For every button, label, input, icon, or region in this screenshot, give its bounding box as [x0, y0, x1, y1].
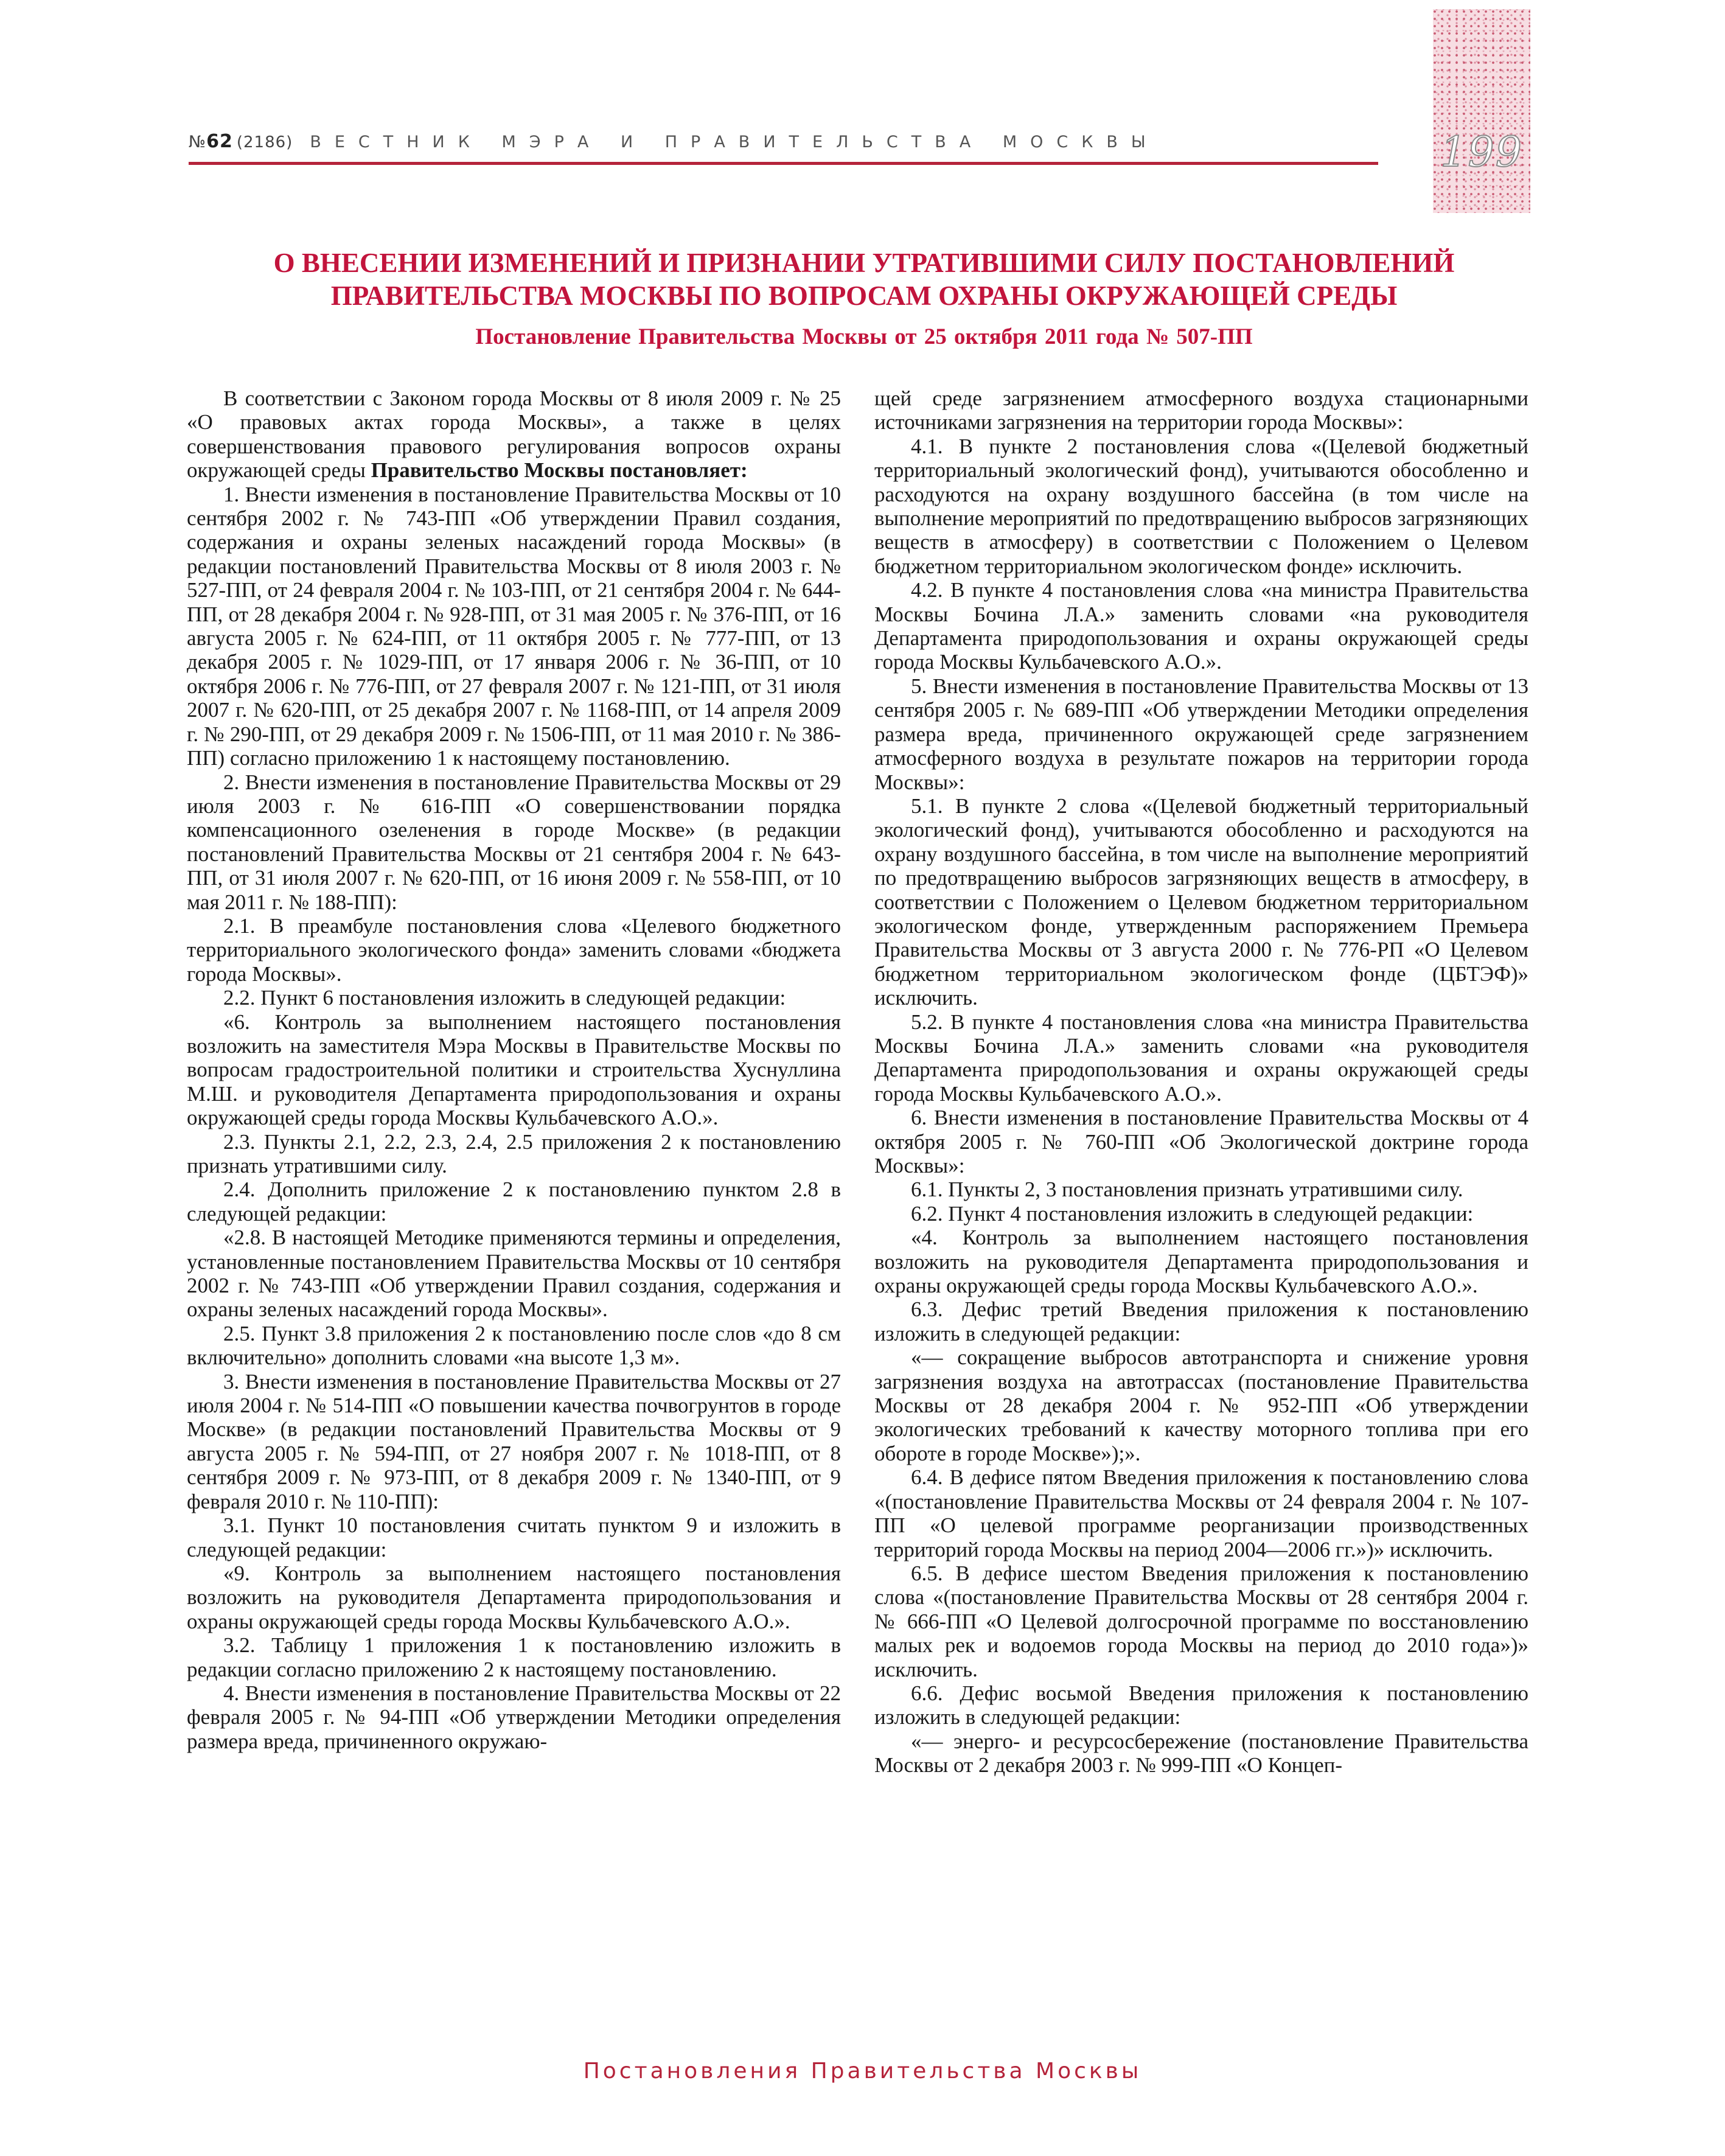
paragraph: 2. Внести изменения в постановление Правительства Москвы от 29 июля 2003 г. № 616-ПП «О совершенствовании порядка компенсационного озеленения в городе Москве» (в редакции постановлений Правительства Москвы от 21 сентября 2004 г. № 643-ПП, от 31 июля 2007 г. № 620-ПП, от 16 июня 2009 г. № 558-ПП, от 10 мая 2011 г. № 188-ПП): [187, 770, 841, 914]
intro-bold: Правительство Москвы постановляет: [371, 458, 748, 483]
paragraph: 3. Внести изменения в постановление Правительства Москвы от 27 июля 2004 г. № 514-ПП «О повышении качества почвогрунтов в городе Москве» (в редакции постановлений Правительства Москвы от 9 августа 2005 г. № 594-ПП, от 27 ноября 2007 г. № 1018-ПП, от 8 сентября 2009 г. № 973-ПП, от 8 декабря 2009 г. № 1340-ПП, от 9 февраля 2010 г. № 110-ПП): [187, 1369, 841, 1513]
page-number-badge [1433, 9, 1530, 213]
running-footer: Постановления Правительства Москвы [583, 2059, 1142, 2084]
running-header [189, 131, 1159, 152]
paragraph: 6.4. В дефисе пятом Введения приложения к постановлению слова «(постановление Правительства Москвы от 24 февраля 2004 г. № 107-ПП «О целевой программе реорганизации производственных территорий города Москвы на период 2004—2006 гг.»)» исключить. [874, 1465, 1528, 1561]
paragraph-intro [187, 386, 841, 483]
paragraph-quote: «— сокращение выбросов автотранспорта и снижение уровня загрязнения воздуха на автотрассах (постановление Правительства Москвы от 28 декабря 2004 г. № 952-ПП «Об утверждении экологических требований к качеству моторного топлива при его обороте в городе Москве»);». [874, 1345, 1528, 1465]
right-column [874, 386, 1528, 1777]
page-number: 199 [1440, 128, 1523, 176]
document-title: О ВНЕСЕНИИ ИЗМЕНЕНИЙ И ПРИЗНАНИИ УТРАТИВШИМИ СИЛУ ПОСТАНОВЛЕНИЙ ПРАВИТЕЛЬСТВА МОСКВЫ ПО ВОПРОСАМ ОХРАНЫ ОКРУЖАЮЩЕЙ СРЕДЫ [273, 248, 1455, 311]
paragraph-quote: «6. Контроль за выполнением настоящего постановления возложить на заместителя Мэра Москвы в Правительстве Москвы по вопросам градостроительной политики и строительства Хуснуллина М.Ш. и руководителя Департамента природопользования и охраны окружающей среды города Москвы Кульбачевского А.О.». [187, 1010, 841, 1130]
paragraph: 3.2. Таблицу 1 приложения 1 к постановлению изложить в редакции согласно приложению 2 к настоящему постановлению. [187, 1633, 841, 1681]
issue-label: № [189, 133, 207, 152]
paragraph: 6.3. Дефис третий Введения приложения к постановлению изложить в следующей редакции: [874, 1297, 1528, 1345]
paragraph: 1. Внести изменения в постановление Правительства Москвы от 10 сентября 2002 г. № 743-ПП «Об утверждении Правил создания, содержания и охраны зеленых насаждений города Москвы» (в редакции постановлений Правительства Москвы от 8 июля 2003 г. № 527-ПП, от 24 февраля 2004 г. № 103-ПП, от 21 сентября 2004 г. № 644-ПП, от 28 декабря 2004 г. № 928-ПП, от 31 мая 2005 г. № 376-ПП, от 16 августа 2005 г. № 624-ПП, от 11 октября 2005 г. № 777-ПП, от 13 декабря 2005 г. № 1029-ПП, от 17 января 2006 г. № 36-ПП, от 10 октября 2006 г. № 776-ПП, от 27 февраля 2007 г. № 121-ПП, от 31 июля 2007 г. № 620-ПП, от 25 декабря 2007 г. № 1168-ПП, от 14 апреля 2009 г. № 290-ПП, от 29 декабря 2009 г. № 1506-ПП, от 11 мая 2010 г. № 386-ПП) согласно приложению 1 к настоящему постановлению. [187, 482, 841, 770]
paragraph: 2.2. Пункт 6 постановления изложить в следующей редакции: [223, 986, 786, 1010]
paragraph: 2.4. Дополнить приложение 2 к постановлению пунктом 2.8 в следующей редакции: [187, 1177, 841, 1226]
paragraph: 5.2. В пункте 4 постановления слова «на министра Правительства Москвы Бочина Л.А.» заменить словами «на руководителя Департамента природопользования и охраны окружающей среды города Москвы Кульбачевского А.О.». [874, 1010, 1528, 1106]
paragraph: 4.1. В пункте 2 постановления слова «(Целевой бюджетный территориальный экологический фонд), учитываются обособленно и расходуются на охрану воздушного бассейна (в том числе на выполнение мероприятий по предотвращению выбросов загрязняющих веществ в атмосферу) в соответствии с Положением о Целевом бюджетном территориальном экологическом фонде» исключить. [874, 434, 1528, 578]
header-rule [189, 162, 1378, 165]
paragraph: 6.2. Пункт 4 постановления изложить в следующей редакции: [911, 1201, 1474, 1226]
paragraph: 4.2. В пункте 4 постановления слова «на министра Правительства Москвы Бочина Л.А.» заменить словами «на руководителя Департамента природопользования и охраны окружающей среды города Москвы Кульбачевского А.О.». [874, 578, 1528, 674]
left-column [187, 386, 841, 1753]
document-subtitle: Постановление Правительства Москвы от 25 октября 2011 года № 507-ПП [475, 324, 1253, 349]
paragraph: 2.3. Пункты 2.1, 2.2, 2.3, 2.4, 2.5 приложения 2 к постановлению признать утратившими силу. [187, 1129, 841, 1177]
paragraph: 6. Внести изменения в постановление Правительства Москвы от 4 октября 2005 г. № 760-ПП «Об Экологической доктрине города Москвы»: [874, 1106, 1528, 1177]
paragraph: 2.5. Пункт 3.8 приложения 2 к постановлению после слов «до 8 см включительно» дополнить словами «на высоте 1,3 м». [187, 1321, 841, 1370]
paragraph-continuation: щей среде загрязнением атмосферного воздуха стационарными источниками загрязнения на территории города Москвы»: [874, 386, 1528, 434]
paragraph: 2.1. В преамбуле постановления слова «Целевого бюджетного территориального экологического фонда» заменить словами «бюджета города Москвы». [187, 913, 841, 986]
paragraph: 5. Внести изменения в постановление Правительства Москвы от 13 сентября 2005 г. № 689-ПП «Об утверждении Методики определения размера вреда, причиненного окружающей среде загрязнением атмосферного воздуха в результате пожаров на территории города Москвы»: [874, 674, 1528, 794]
journal-name: ВЕСТНИК МЭРА И ПРАВИТЕЛЬСТВА МОСКВЫ [310, 133, 1159, 152]
paragraph-quote: «— энерго- и ресурсосбережение (постановление Правительства Москвы от 2 декабря 2003 г. № 999-ПП «О Концеп- [874, 1729, 1528, 1777]
paragraph: 4. Внести изменения в постановление Правительства Москвы от 22 февраля 2005 г. № 94-ПП «Об утверждении Методики определения размера вреда, причиненного окружаю- [187, 1681, 841, 1753]
paragraph: 6.1. Пункты 2, 3 постановления признать утратившими силу. [911, 1177, 1463, 1202]
issue-total: (2186) [236, 133, 293, 152]
paragraph: 3.1. Пункт 10 постановления считать пунктом 9 и изложить в следующей редакции: [187, 1513, 841, 1561]
paragraph: 5.1. В пункте 2 слова «(Целевой бюджетный территориальный экологический фонд), учитываются обособленно и расходуются на охрану воздушного бассейна, в том числе на выполнение мероприятий по предотвращению выбросов загрязняющих веществ в атмосферу, в соответствии с Положением о Целевом бюджетном территориальном экологическом фонде, утвержденным распоряжением Премьера Правительства Москвы от 3 августа 2000 г. № 776-РП «О Целевом бюджетном территориальном экологическом фонде (ЦБТЭФ)» исключить. [874, 794, 1528, 1010]
paragraph: 6.5. В дефисе шестом Введения приложения к постановлению слова «(постановление Правительства Москвы от 28 сентября 2004 г. № 666-ПП «О Целевой долгосрочной программе по восстановлению малых рек и водоемов города Москвы на период до 2010 года»)» исключить. [874, 1561, 1528, 1681]
intro-text: В соответствии с Законом города Москвы от 8 июля 2009 г. № 25 «О правовых актах города Москвы», а также в целях совершенствования правового регулирования вопросов охраны окружающей среды [187, 386, 841, 483]
issue-number: 62 [206, 131, 233, 152]
paragraph-quote: «9. Контроль за выполнением настоящего постановления возложить на руководителя Департамента природопользования и охраны окружающей среды города Москвы Кульбачевского А.О.». [187, 1561, 841, 1633]
paragraph-quote: «4. Контроль за выполнением настоящего постановления возложить на руководителя Департамента природопользования и охраны окружающей среды города Москвы Кульбачевского А.О.». [874, 1226, 1528, 1298]
paragraph: 6.6. Дефис восьмой Введения приложения к постановлению изложить в следующей редакции: [874, 1681, 1528, 1729]
paragraph-quote: «2.8. В настоящей Методике применяются термины и определения, установленные постановлением Правительства Москвы от 10 сентября 2002 г. № 743-ПП «Об утверждении Правил создания, содержания и охраны зеленых насаждений города Москвы». [187, 1226, 841, 1322]
